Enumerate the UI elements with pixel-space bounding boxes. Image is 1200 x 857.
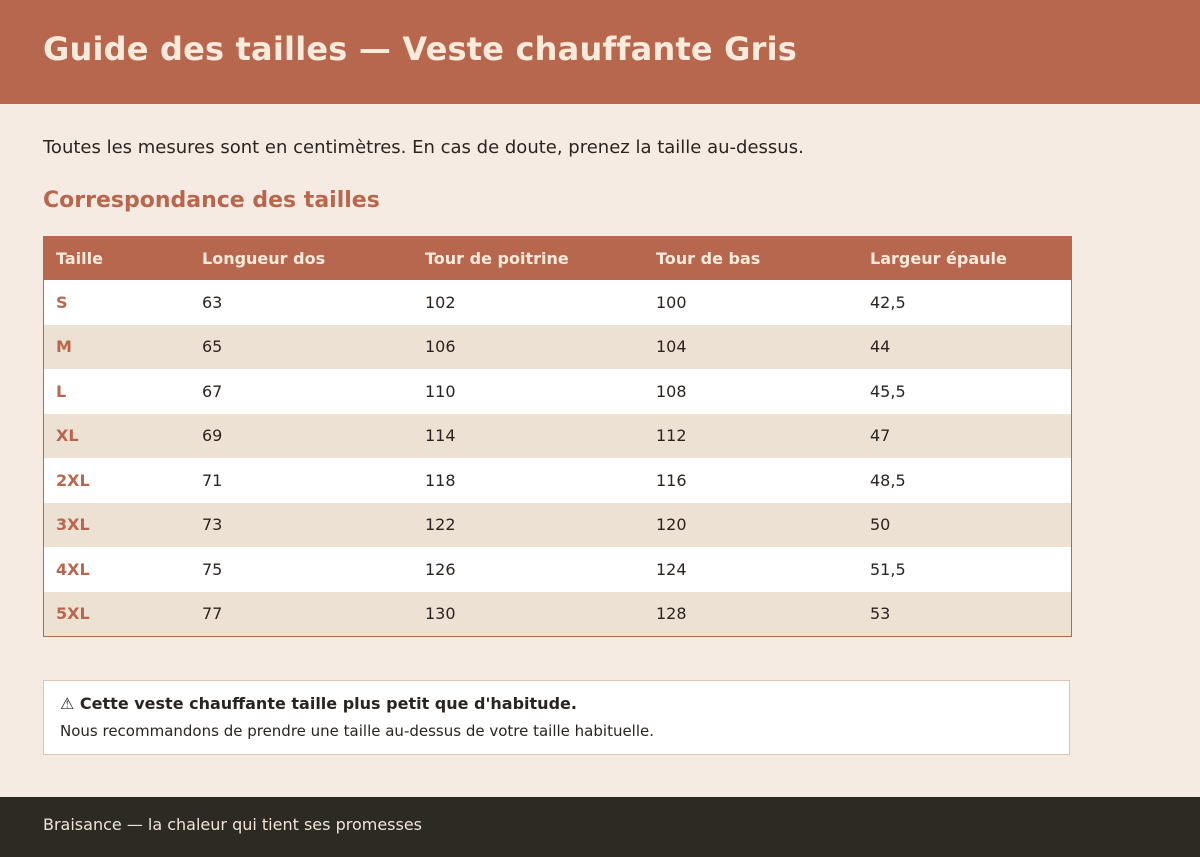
table-cell: 65 [190, 325, 413, 370]
table-header-row [44, 237, 1071, 280]
column-header-hem: Tour de bas [644, 237, 858, 280]
size-cell: 5XL [44, 592, 190, 637]
column-header-shoulder: Largeur épaule [858, 237, 1071, 280]
table-cell: 42,5 [870, 292, 906, 312]
table-cell: 130 [413, 592, 644, 637]
table-cell: 120 [644, 503, 858, 548]
table-cell: 122 [413, 503, 644, 548]
warning-icon: ⚠ [60, 694, 75, 713]
table-row [44, 547, 1071, 592]
table-cell: 45,5 [870, 381, 906, 401]
table-cell: 53 [858, 592, 1071, 637]
table-cell: 124 [656, 559, 687, 579]
table-cell: 50 [858, 503, 1071, 548]
table-row [44, 458, 1071, 503]
table-cell: 77 [190, 592, 413, 637]
column-header-size: Taille [44, 237, 190, 280]
size-cell: 4XL [56, 559, 90, 579]
table-cell: 75 [202, 559, 223, 579]
table-cell: 114 [413, 414, 644, 459]
size-cell: L [56, 381, 67, 401]
table-cell: 102 [425, 292, 456, 312]
intro-text: Toutes les mesures sont en centimètres. En cas de doute, prenez la taille au-dessus. [43, 137, 804, 158]
table-cell: 116 [656, 470, 687, 490]
size-cell: 2XL [56, 470, 90, 490]
table-row [44, 592, 1071, 637]
table-cell: 51,5 [870, 559, 906, 579]
table-cell: 126 [425, 559, 456, 579]
size-table [43, 236, 1072, 637]
page-header [0, 0, 1200, 104]
column-header-chest: Tour de poitrine [413, 237, 644, 280]
note-text: Nous recommandons de prendre une taille au-dessus de votre taille habituelle. [60, 722, 655, 740]
page-title: Guide des tailles — Veste chauffante Gris [43, 30, 798, 68]
size-cell: 3XL [44, 503, 190, 548]
section-title: Correspondance des tailles [43, 188, 380, 213]
note-title-text: Cette veste chauffante taille plus petit que d'habitude. [79, 694, 577, 713]
footer-text: Braisance — la chaleur qui tient ses promesses [43, 815, 423, 834]
table-cell: 73 [190, 503, 413, 548]
table-cell: 110 [425, 381, 456, 401]
table-cell: 106 [413, 325, 644, 370]
size-cell: XL [44, 414, 190, 459]
table-cell: 118 [425, 470, 456, 490]
table-cell: 47 [858, 414, 1071, 459]
table-cell: 128 [644, 592, 858, 637]
table-row [44, 280, 1071, 325]
column-header-back-length: Longueur dos [190, 237, 413, 280]
table-row [44, 369, 1071, 414]
size-cell: S [56, 292, 68, 312]
page-footer [0, 797, 1200, 857]
table-cell: 63 [202, 292, 223, 312]
table-cell: 108 [656, 381, 687, 401]
table-row [44, 503, 1071, 548]
table-row [44, 414, 1071, 459]
table-cell: 48,5 [870, 470, 906, 490]
fit-warning-note [43, 680, 1070, 755]
note-title [60, 694, 577, 713]
table-cell: 69 [190, 414, 413, 459]
table-cell: 67 [202, 381, 223, 401]
table-cell: 100 [656, 292, 687, 312]
table-row [44, 325, 1071, 370]
size-cell: M [44, 325, 190, 370]
table-cell: 104 [644, 325, 858, 370]
table-cell: 71 [202, 470, 223, 490]
table-cell: 112 [644, 414, 858, 459]
table-cell: 44 [858, 325, 1071, 370]
